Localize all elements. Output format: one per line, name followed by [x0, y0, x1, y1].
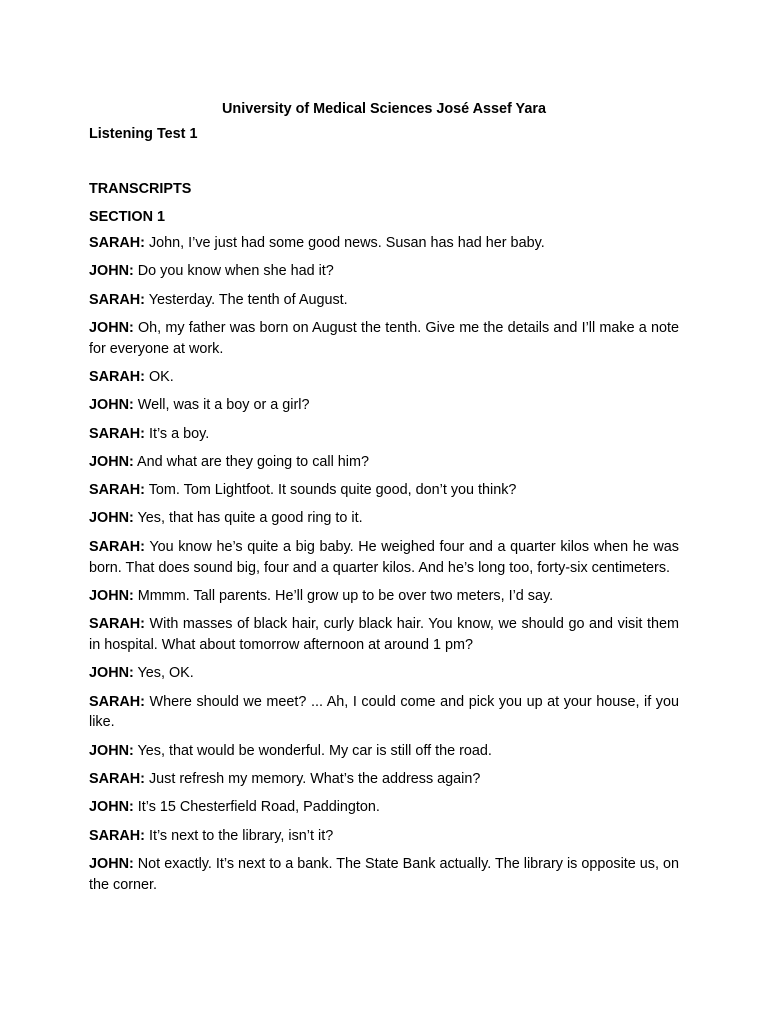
transcript-turn	[89, 395, 679, 416]
turn-text: Yes, that has quite a good ring to it.	[133, 510, 363, 527]
turn-text: Yesterday. The tenth of August.	[144, 291, 348, 308]
turn-text: Oh, my father was born on August the tenth. Give me the details and I’ll make a note for everyone at work.	[89, 319, 679, 357]
turn-text: Not exactly. It’s next to a bank. The State Bank actually. The library is opposite us, on the corner.	[89, 855, 679, 893]
transcript-turn	[89, 424, 679, 445]
speaker-label: JOHN:	[89, 397, 134, 414]
transcript-turn	[89, 452, 679, 473]
speaker-label: JOHN:	[89, 855, 134, 872]
transcript-turn	[89, 586, 679, 607]
turn-text: It’s 15 Chesterfield Road, Paddington.	[133, 799, 380, 816]
speaker-label: JOHN:	[89, 263, 134, 280]
transcript-turn	[89, 508, 679, 529]
speaker-label: SARAH:	[89, 235, 145, 251]
transcript-turn	[89, 692, 679, 734]
transcript-turn	[89, 233, 679, 254]
turn-text: John, I’ve just had some good news. Susan has had her baby.	[144, 235, 545, 251]
turn-text: Mmmm. Tall parents. He’ll grow up to be over two meters, I’d say.	[133, 587, 554, 604]
transcript-turn	[89, 854, 679, 896]
speaker-label: JOHN:	[89, 742, 134, 759]
turn-text: With masses of black hair, curly black hair. You know, we should go and visit them in hospital. What about tomorrow afternoon at around 1 pm?	[89, 616, 679, 653]
turn-text: It’s next to the library, isn’t it?	[144, 827, 334, 844]
speaker-label: SARAH:	[89, 538, 145, 555]
speaker-label: SARAH:	[89, 693, 145, 710]
transcript-turn	[89, 537, 679, 579]
turn-text: Just refresh my memory. What’s the address again?	[144, 770, 481, 787]
document-title: University of Medical Sciences José Assef Yara	[222, 101, 546, 117]
transcripts-heading: TRANSCRIPTS	[89, 181, 192, 197]
turn-text: Yes, that would be wonderful. My car is still off the road.	[133, 742, 492, 759]
speaker-label: SARAH:	[89, 291, 145, 308]
section-heading: SECTION 1	[89, 209, 165, 225]
speaker-label: JOHN:	[89, 453, 134, 470]
transcript-turn	[89, 741, 679, 762]
speaker-label: JOHN:	[89, 665, 134, 682]
transcript-body	[89, 233, 679, 903]
turn-text: OK.	[144, 368, 174, 385]
speaker-label: SARAH:	[89, 482, 145, 499]
speaker-label: SARAH:	[89, 368, 145, 385]
transcript-turn	[89, 797, 679, 818]
speaker-label: JOHN:	[89, 510, 134, 527]
transcript-turn	[89, 769, 679, 790]
turn-text: You know he’s quite a big baby. He weighed four and a quarter kilos when he was born. That does sound big, four and a quarter kilos. And he’s long too, forty-six centimeters.	[89, 538, 679, 576]
turn-text: Well, was it a boy or a girl?	[133, 397, 310, 414]
turn-text: Yes, OK.	[133, 665, 194, 682]
transcript-turn	[89, 318, 679, 360]
transcript-turn	[89, 290, 679, 311]
transcript-turn	[89, 480, 679, 501]
speaker-label: SARAH:	[89, 616, 145, 633]
turn-text: And what are they going to call him?	[133, 453, 369, 470]
turn-text: It’s a boy.	[144, 425, 210, 442]
turn-text: Tom. Tom Lightfoot. It sounds quite good, don’t you think?	[144, 482, 517, 499]
transcript-turn	[89, 826, 679, 847]
document-subtitle: Listening Test 1	[89, 126, 198, 142]
transcript-turn	[89, 261, 679, 282]
turn-text: Do you know when she had it?	[133, 263, 334, 280]
speaker-label: SARAH:	[89, 827, 145, 844]
speaker-label: SARAH:	[89, 770, 145, 787]
speaker-label: SARAH:	[89, 425, 145, 442]
transcript-turn	[89, 367, 679, 388]
speaker-label: JOHN:	[89, 587, 134, 604]
transcript-turn	[89, 614, 679, 656]
turn-text: Where should we meet? ... Ah, I could come and pick you up at your house, if you like.	[89, 693, 679, 731]
speaker-label: JOHN:	[89, 319, 134, 336]
speaker-label: JOHN:	[89, 799, 134, 816]
transcript-turn	[89, 663, 679, 684]
